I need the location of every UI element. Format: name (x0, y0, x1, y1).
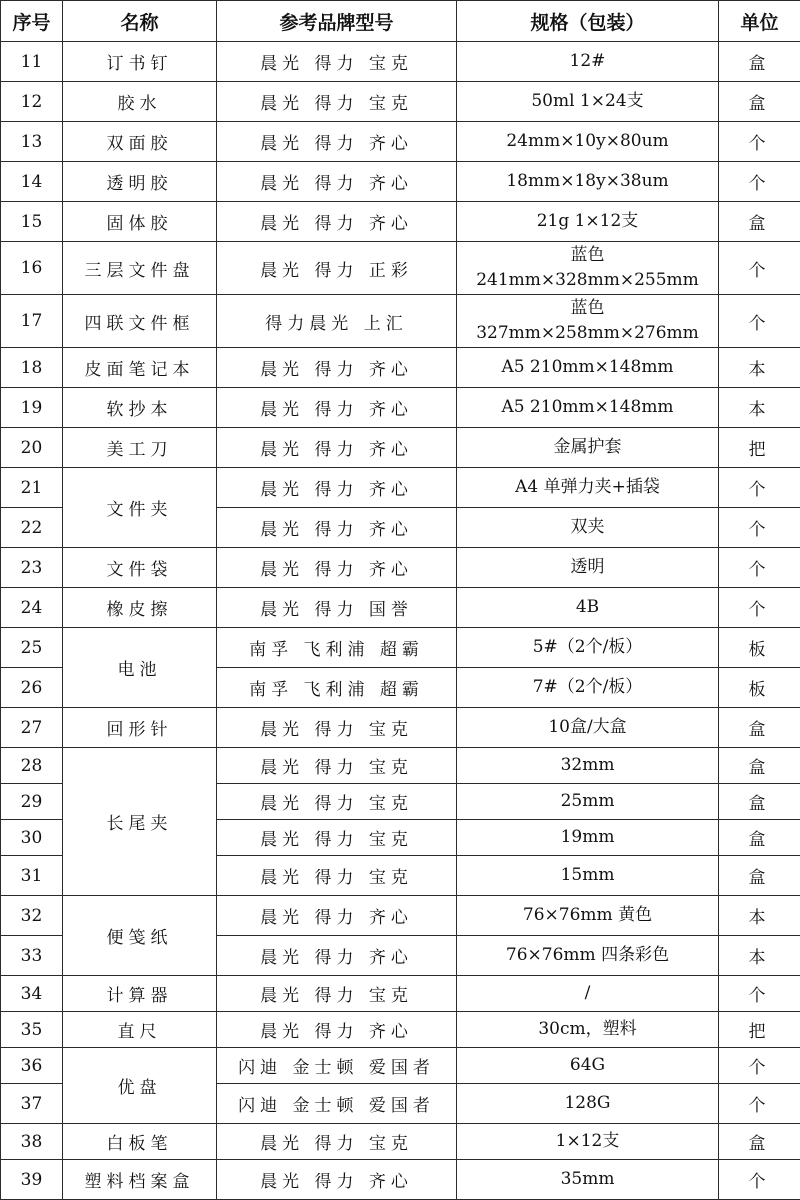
item-brand: 晨光 得力 齐心 (217, 508, 457, 548)
item-name: 软抄本 (63, 388, 217, 428)
item-brand: 晨光 得力 宝克 (217, 42, 457, 82)
item-brand: 晨光 得力 齐心 (217, 388, 457, 428)
item-spec: A5 210mm×148mm (457, 388, 719, 428)
item-brand: 晨光 得力 宝克 (217, 856, 457, 896)
item-unit: 板 (719, 668, 800, 708)
item-name: 直尺 (63, 1012, 217, 1048)
item-spec: 透明 (457, 548, 719, 588)
item-spec: 21g 1×12支 (457, 202, 719, 242)
item-name: 皮面笔记本 (63, 348, 217, 388)
row-no: 25 (1, 628, 63, 668)
item-spec: 19mm (457, 820, 719, 856)
item-unit: 本 (719, 896, 800, 936)
item-brand: 晨光 得力 齐心 (217, 936, 457, 976)
item-unit: 盒 (719, 42, 800, 82)
spec-color: 蓝色 (459, 243, 716, 268)
table-row (1, 82, 800, 122)
item-spec: 5#（2个/板） (457, 628, 719, 668)
row-no: 32 (1, 896, 63, 936)
item-unit: 盒 (719, 748, 800, 784)
item-unit: 个 (719, 242, 800, 295)
item-spec: 30cm，塑料 (457, 1012, 719, 1048)
header-unit: 单位 (719, 1, 800, 42)
row-no: 35 (1, 1012, 63, 1048)
table-row (1, 162, 800, 202)
header-spec: 规格（包装） (457, 1, 719, 42)
item-brand: 闪迪 金士顿 爱国者 (217, 1084, 457, 1124)
item-unit: 本 (719, 936, 800, 976)
row-no: 12 (1, 82, 63, 122)
table-row (1, 1124, 800, 1160)
row-no: 26 (1, 668, 63, 708)
item-unit: 个 (719, 976, 800, 1012)
item-unit: 盒 (719, 82, 800, 122)
item-spec: 7#（2个/板） (457, 668, 719, 708)
item-name: 白板笔 (63, 1124, 217, 1160)
item-spec: A4 单弹力夹+插袋 (457, 468, 719, 508)
header-no: 序号 (1, 1, 63, 42)
item-brand: 晨光 得力 宝克 (217, 748, 457, 784)
item-name: 回形针 (63, 708, 217, 748)
item-brand: 晨光 得力 齐心 (217, 896, 457, 936)
item-name: 便笺纸 (63, 896, 217, 976)
table-row (1, 388, 800, 428)
row-no: 23 (1, 548, 63, 588)
row-no: 15 (1, 202, 63, 242)
table-row (1, 628, 800, 668)
item-brand: 晨光 得力 齐心 (217, 1012, 457, 1048)
row-no: 27 (1, 708, 63, 748)
item-unit: 盒 (719, 784, 800, 820)
item-name: 橡皮擦 (63, 588, 217, 628)
item-unit: 个 (719, 1160, 800, 1200)
row-no: 11 (1, 42, 63, 82)
item-brand: 南孚 飞利浦 超霸 (217, 628, 457, 668)
table-row (1, 202, 800, 242)
item-unit: 个 (719, 162, 800, 202)
table-row (1, 1048, 800, 1084)
item-unit: 个 (719, 548, 800, 588)
row-no: 33 (1, 936, 63, 976)
item-spec: 18mm×18y×38um (457, 162, 719, 202)
item-brand: 晨光 得力 齐心 (217, 468, 457, 508)
item-unit: 盒 (719, 856, 800, 896)
row-no: 13 (1, 122, 63, 162)
item-unit: 本 (719, 348, 800, 388)
row-no: 18 (1, 348, 63, 388)
item-spec: 12# (457, 42, 719, 82)
item-name: 优盘 (63, 1048, 217, 1124)
table-row (1, 588, 800, 628)
item-unit: 盒 (719, 202, 800, 242)
table-row (1, 428, 800, 468)
row-no: 19 (1, 388, 63, 428)
row-no: 22 (1, 508, 63, 548)
item-spec: / (457, 976, 719, 1012)
item-spec: 76×76mm 四条彩色 (457, 936, 719, 976)
item-unit: 盒 (719, 1124, 800, 1160)
item-brand: 晨光 得力 齐心 (217, 1160, 457, 1200)
item-brand: 晨光 得力 宝克 (217, 1124, 457, 1160)
item-name: 美工刀 (63, 428, 217, 468)
row-no: 34 (1, 976, 63, 1012)
item-spec: 32mm (457, 748, 719, 784)
item-spec (457, 295, 719, 348)
spec-color: 蓝色 (459, 296, 716, 321)
item-unit: 把 (719, 1012, 800, 1048)
item-unit: 盒 (719, 708, 800, 748)
row-no: 39 (1, 1160, 63, 1200)
item-spec: 15mm (457, 856, 719, 896)
item-name: 订书钉 (63, 42, 217, 82)
row-no: 29 (1, 784, 63, 820)
item-brand: 晨光 得力 宝克 (217, 976, 457, 1012)
spec-dimensions: 327mm×258mm×276mm (459, 321, 716, 346)
item-brand: 晨光 得力 齐心 (217, 548, 457, 588)
item-name: 电池 (63, 628, 217, 708)
table-row (1, 122, 800, 162)
table-row (1, 1012, 800, 1048)
item-brand: 晨光 得力 齐心 (217, 428, 457, 468)
item-brand: 晨光 得力 宝克 (217, 708, 457, 748)
item-brand: 晨光 得力 齐心 (217, 202, 457, 242)
item-brand: 晨光 得力 正彩 (217, 242, 457, 295)
table-row (1, 42, 800, 82)
item-name: 固体胶 (63, 202, 217, 242)
item-spec: 10盒/大盒 (457, 708, 719, 748)
header-row (1, 1, 800, 42)
header-brand: 参考品牌型号 (217, 1, 457, 42)
item-name: 胶水 (63, 82, 217, 122)
item-spec: 双夹 (457, 508, 719, 548)
item-name: 双面胶 (63, 122, 217, 162)
row-no: 21 (1, 468, 63, 508)
table-row (1, 748, 800, 784)
item-name: 长尾夹 (63, 748, 217, 896)
item-spec: 金属护套 (457, 428, 719, 468)
item-spec: 50ml 1×24支 (457, 82, 719, 122)
item-brand: 闪迪 金士顿 爱国者 (217, 1048, 457, 1084)
row-no: 24 (1, 588, 63, 628)
item-spec: 4B (457, 588, 719, 628)
row-no: 28 (1, 748, 63, 784)
item-unit: 个 (719, 122, 800, 162)
table-row (1, 708, 800, 748)
table-row (1, 242, 800, 295)
item-brand: 晨光 得力 宝克 (217, 820, 457, 856)
item-unit: 个 (719, 508, 800, 548)
item-name: 四联文件框 (63, 295, 217, 348)
item-spec (457, 242, 719, 295)
item-brand: 晨光 得力 宝克 (217, 784, 457, 820)
item-brand: 得力晨光 上汇 (217, 295, 457, 348)
item-unit: 个 (719, 1048, 800, 1084)
item-unit: 个 (719, 468, 800, 508)
item-unit: 个 (719, 588, 800, 628)
table-row (1, 1160, 800, 1200)
header-name: 名称 (63, 1, 217, 42)
table-row (1, 548, 800, 588)
row-no: 30 (1, 820, 63, 856)
table-row (1, 295, 800, 348)
table-row (1, 468, 800, 508)
item-spec: 76×76mm 黄色 (457, 896, 719, 936)
row-no: 37 (1, 1084, 63, 1124)
item-brand: 晨光 得力 齐心 (217, 348, 457, 388)
item-brand: 晨光 得力 宝克 (217, 82, 457, 122)
item-name: 透明胶 (63, 162, 217, 202)
item-unit: 本 (719, 388, 800, 428)
item-spec: A5 210mm×148mm (457, 348, 719, 388)
item-name: 文件夹 (63, 468, 217, 548)
row-no: 14 (1, 162, 63, 202)
row-no: 17 (1, 295, 63, 348)
item-brand: 晨光 得力 齐心 (217, 162, 457, 202)
item-brand: 晨光 得力 齐心 (217, 122, 457, 162)
table-row (1, 348, 800, 388)
item-name: 塑料档案盒 (63, 1160, 217, 1200)
table-row (1, 896, 800, 936)
spec-dimensions: 241mm×328mm×255mm (459, 268, 716, 293)
item-unit: 板 (719, 628, 800, 668)
item-spec: 64G (457, 1048, 719, 1084)
item-spec: 128G (457, 1084, 719, 1124)
item-name: 三层文件盘 (63, 242, 217, 295)
item-spec: 25mm (457, 784, 719, 820)
row-no: 31 (1, 856, 63, 896)
item-name: 文件袋 (63, 548, 217, 588)
row-no: 36 (1, 1048, 63, 1084)
item-spec: 35mm (457, 1160, 719, 1200)
item-unit: 个 (719, 295, 800, 348)
item-unit: 把 (719, 428, 800, 468)
item-unit: 盒 (719, 820, 800, 856)
row-no: 20 (1, 428, 63, 468)
row-no: 16 (1, 242, 63, 295)
table-row (1, 976, 800, 1012)
item-name: 计算器 (63, 976, 217, 1012)
row-no: 38 (1, 1124, 63, 1160)
item-spec: 1×12支 (457, 1124, 719, 1160)
item-spec: 24mm×10y×80um (457, 122, 719, 162)
item-brand: 南孚 飞利浦 超霸 (217, 668, 457, 708)
item-unit: 个 (719, 1084, 800, 1124)
item-brand: 晨光 得力 国誉 (217, 588, 457, 628)
